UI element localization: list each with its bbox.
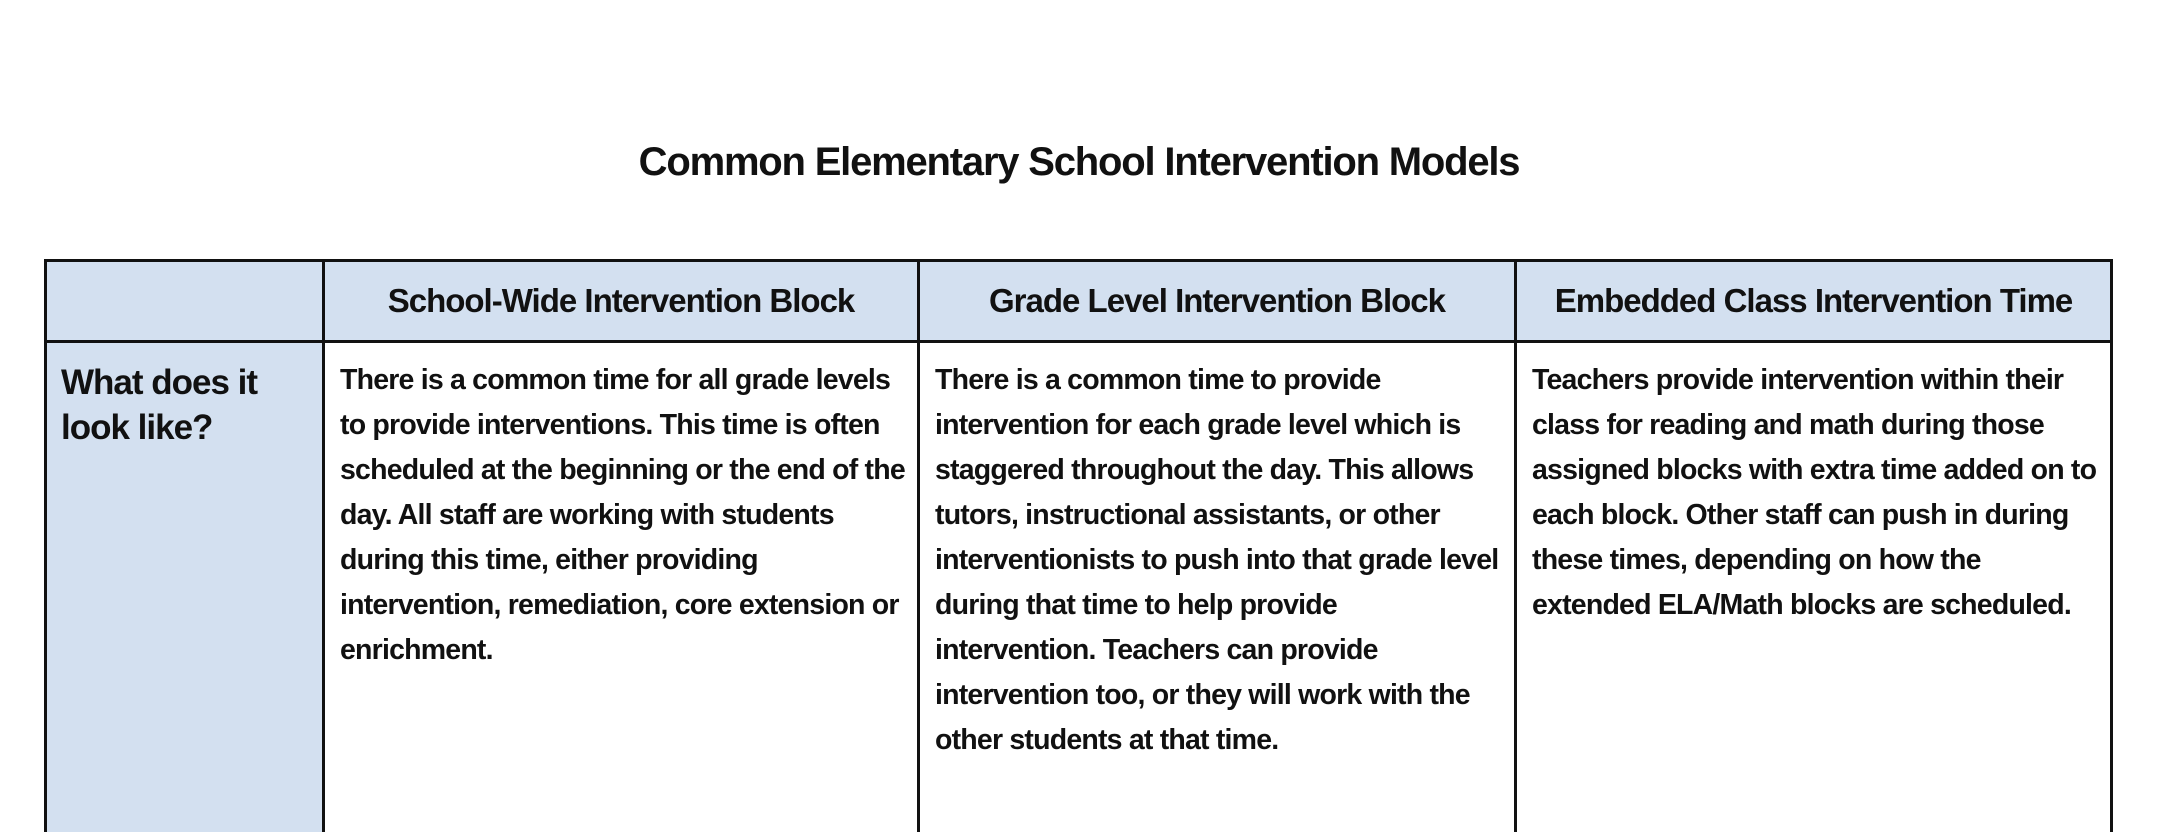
cell-school-wide-description: There is a common time for all grade levels to provide interventions. This time is often scheduled at the beginning or the end of the day. All staff are working with students during this time, either providing intervention, remediation, core extension or enrichment. <box>324 342 919 832</box>
table-header-row <box>46 261 2112 342</box>
cell-embedded-class-description: Teachers provide intervention within their class for reading and math during those assigned blocks with extra time added on to each block. Other staff can push in during these times, depending on how the extended ELA/Math blocks are scheduled. <box>1516 342 2112 832</box>
row-label-what-does-it-look-like: What does it look like? <box>46 342 324 832</box>
page-title: Common Elementary School Intervention Models <box>638 140 1520 184</box>
column-header-grade-level: Grade Level Intervention Block <box>919 261 1516 342</box>
intervention-models-table <box>44 259 2113 832</box>
table-row <box>46 342 2112 832</box>
column-header-embedded-class: Embedded Class Intervention Time <box>1516 261 2112 342</box>
cell-grade-level-description: There is a common time to provide intervention for each grade level which is staggered throughout the day. This allows tutors, instructional assistants, or other interventionists to push into that grade level during that time to help provide intervention. Teachers can provide intervention too, or they will work with the other students at that time. <box>919 342 1516 832</box>
corner-header-cell <box>46 261 324 342</box>
column-header-school-wide: School-Wide Intervention Block <box>324 261 919 342</box>
